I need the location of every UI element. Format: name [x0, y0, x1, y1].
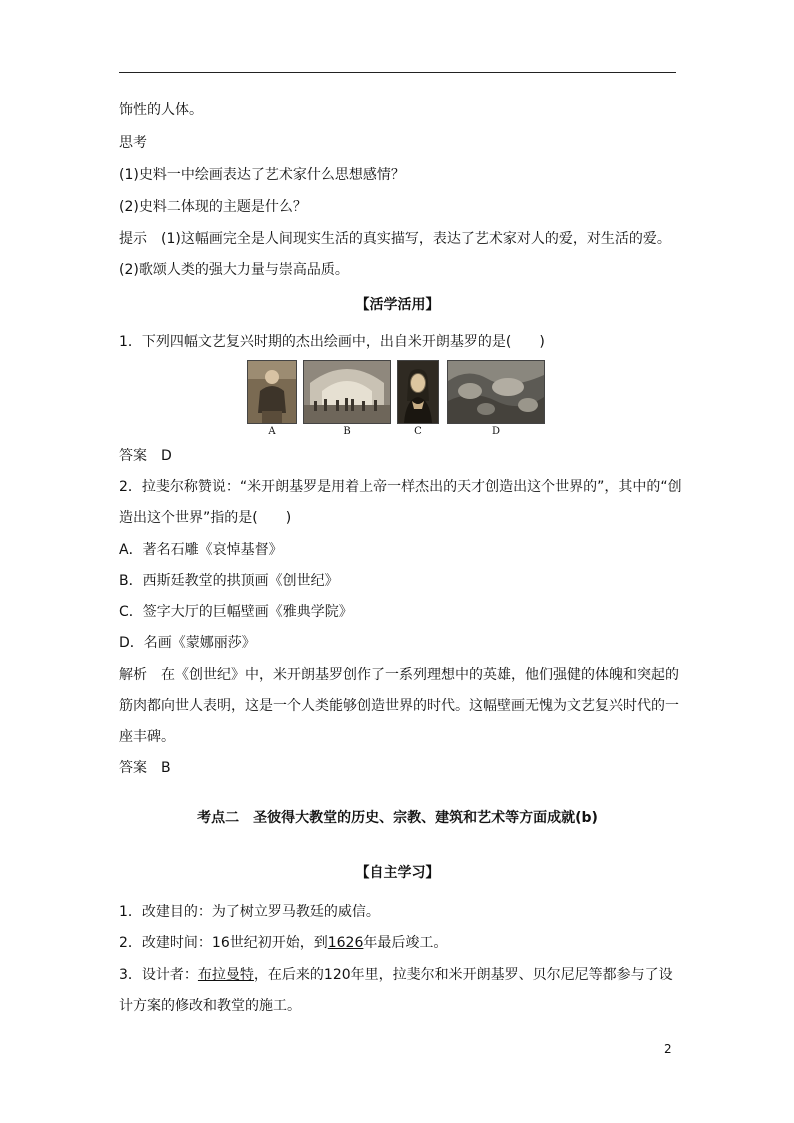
- item-2-prefix: 2．改建时间：16世纪初开始，到: [119, 935, 328, 951]
- section-heading-apply: 【活学活用】: [355, 297, 440, 313]
- question-1-stem: 1．下列四幅文艺复兴时期的杰出绘画中，出自米开朗基罗的是( ): [119, 334, 545, 350]
- question-2-option-d: D．名画《蒙娜丽莎》: [119, 635, 256, 651]
- question-2-answer: 答案 B: [119, 760, 171, 776]
- painting-d-label: D: [491, 426, 501, 437]
- hint-line-2: (2)歌颂人类的强大力量与崇高品质。: [119, 262, 349, 278]
- analysis-line-2: 筋肉都向世人表明，这是一个人类能够创造世界的时代。这幅壁画无愧为文艺复兴时代的一: [119, 698, 679, 714]
- hint-line-1: 提示 (1)这幅画完全是人间现实生活的真实描写，表达了艺术家对人的爱，对生活的爱。: [119, 231, 671, 247]
- think-question-1: (1)史料一中绘画表达了艺术家什么思想感情？: [119, 167, 405, 183]
- self-study-item-1: 1．改建目的：为了树立罗马教廷的威信。: [119, 904, 380, 920]
- mona-lisa-icon: [398, 361, 438, 423]
- self-study-item-2: [119, 934, 447, 952]
- header-rule: [119, 72, 676, 73]
- item-2-year: 1626: [327, 935, 364, 951]
- question-2-option-a: A．著名石雕《哀悼基督》: [119, 542, 283, 558]
- painting-d-image: [447, 360, 545, 424]
- self-study-item-3-line-2: 计方案的修改和教堂的施工。: [119, 998, 301, 1014]
- question-2-option-c: C．签字大厅的巨幅壁画《雅典学院》: [119, 604, 353, 620]
- item-3-prefix: 3．设计者：: [119, 967, 198, 983]
- painting-b-label: B: [343, 426, 351, 437]
- school-of-athens-icon: [304, 361, 390, 423]
- think-heading: 思考: [119, 135, 147, 151]
- think-question-2: (2)史料二体现的主题是什么？: [119, 199, 307, 215]
- question-2-stem-line-2: 造出这个世界”指的是( ): [119, 510, 292, 526]
- question-2-option-b: B．西斯廷教堂的拱顶画《创世纪》: [119, 573, 339, 589]
- painting-c-image: [397, 360, 439, 424]
- question-2-stem-line-1: 2．拉斐尔称赞说：“米开朗基罗是用着上帝一样杰出的天才创造出这个世界的”，其中的“创: [119, 479, 682, 495]
- self-study-item-3: [119, 966, 673, 984]
- painting-a-image: [247, 360, 297, 424]
- analysis-line-1: 解析 在《创世纪》中，米开朗基罗创作了一系列理想中的英雄，他们强健的体魄和突起的: [119, 667, 679, 683]
- item-3-designer: 布拉曼特: [197, 967, 254, 983]
- page-number: 2: [664, 1042, 672, 1056]
- painting-a-label: A: [268, 426, 276, 437]
- section-heading-self-study: 【自主学习】: [355, 865, 440, 881]
- topic-2-title: 考点二 圣彼得大教堂的历史、宗教、建筑和艺术等方面成就(b): [197, 810, 598, 826]
- painting-b-image: [303, 360, 391, 424]
- question-1-answer: 答案 D: [119, 448, 172, 464]
- ceiling-fresco-icon: [448, 361, 544, 423]
- painting-c-label: C: [414, 426, 422, 437]
- item-3-suffix: ，在后来的120年里，拉斐尔和米开朗基罗、贝尔尼尼等都参与了设: [253, 967, 673, 983]
- portrait-painting-icon: [248, 361, 296, 423]
- text-fragment: 饰性的人体。: [119, 102, 203, 118]
- analysis-line-3: 座丰碑。: [119, 729, 175, 745]
- painting-options: [247, 360, 547, 442]
- item-2-suffix: 年最后竣工。: [363, 935, 448, 951]
